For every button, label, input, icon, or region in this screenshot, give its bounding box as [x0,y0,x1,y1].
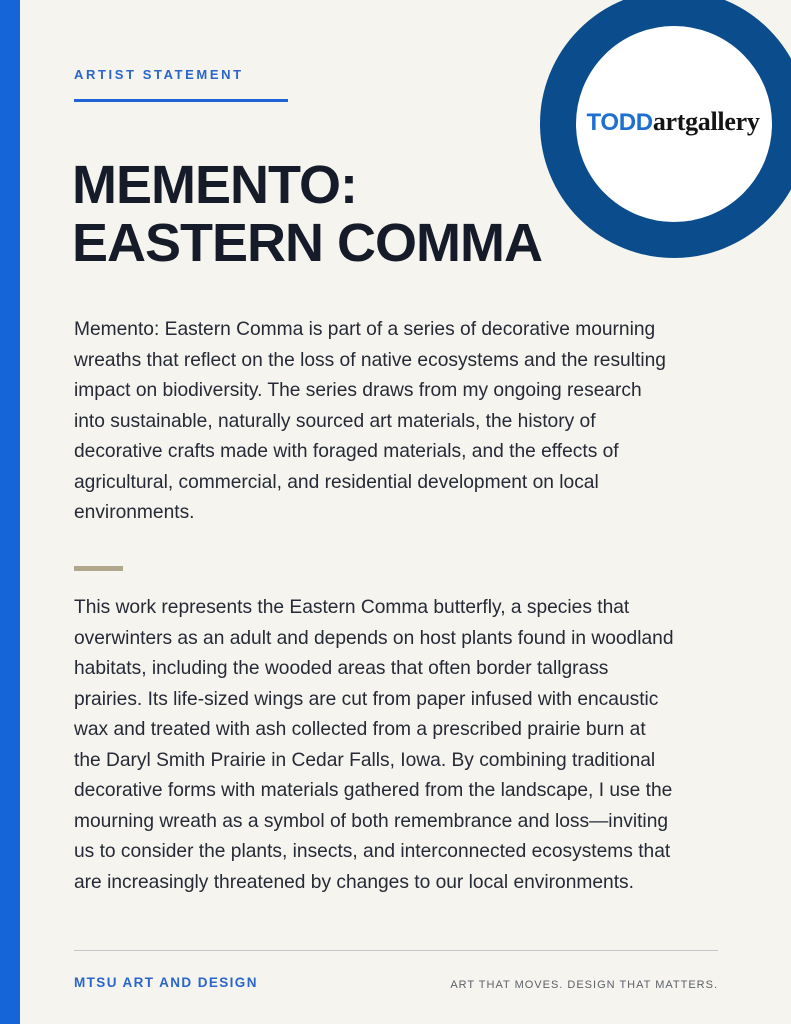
eyebrow-underline [74,99,288,102]
footer-divider [74,950,718,951]
gallery-logo [582,104,764,141]
title-line-1: MEMENTO: [72,155,357,215]
section-eyebrow: ARTIST STATEMENT [74,67,244,82]
page-title [72,156,542,272]
logo-wordmark-todd: TODD [586,109,653,136]
statement-paragraph-2: This work represents the Eastern Comma butterfly, a species that overwinters as an adult and depends on host plants found in woodland habitats, including the wooded areas that often border tallgrass prairies. Its life-sized wings are cut from paper infused with encaustic wax and treated with ash collected from a prescribed prairie burn at the Daryl Smith Prairie in Cedar Falls, Iowa. By combining traditional decorative forms with materials gathered from the landscape, I use the mourning wreath as a symbol of both remembrance and loss—inviting us to consider the plants, insects, and interconnected ecosystems that are increasingly threatened by changes to our local environments. [74,597,674,893]
title-line-2: EASTERN COMMA [72,213,542,273]
left-accent-bar [0,0,20,1024]
section-divider [74,566,123,571]
footer-institution: MTSU ART AND DESIGN [74,975,258,990]
statement-paragraph-1: Memento: Eastern Comma is part of a series of decorative mourning wreaths that reflect on the loss of native ecosystems and the resulting impact on biodiversity. The series draws from my ongoing research into sustainable, naturally sourced art materials, the history of decorative crafts made with foraged materials, and the effects of agricultural, commercial, and residential development on local environments. [74,319,666,523]
footer-tagline: ART THAT MOVES. DESIGN THAT MATTERS. [450,979,718,991]
logo-wordmark-artgallery: artgallery [652,107,760,136]
